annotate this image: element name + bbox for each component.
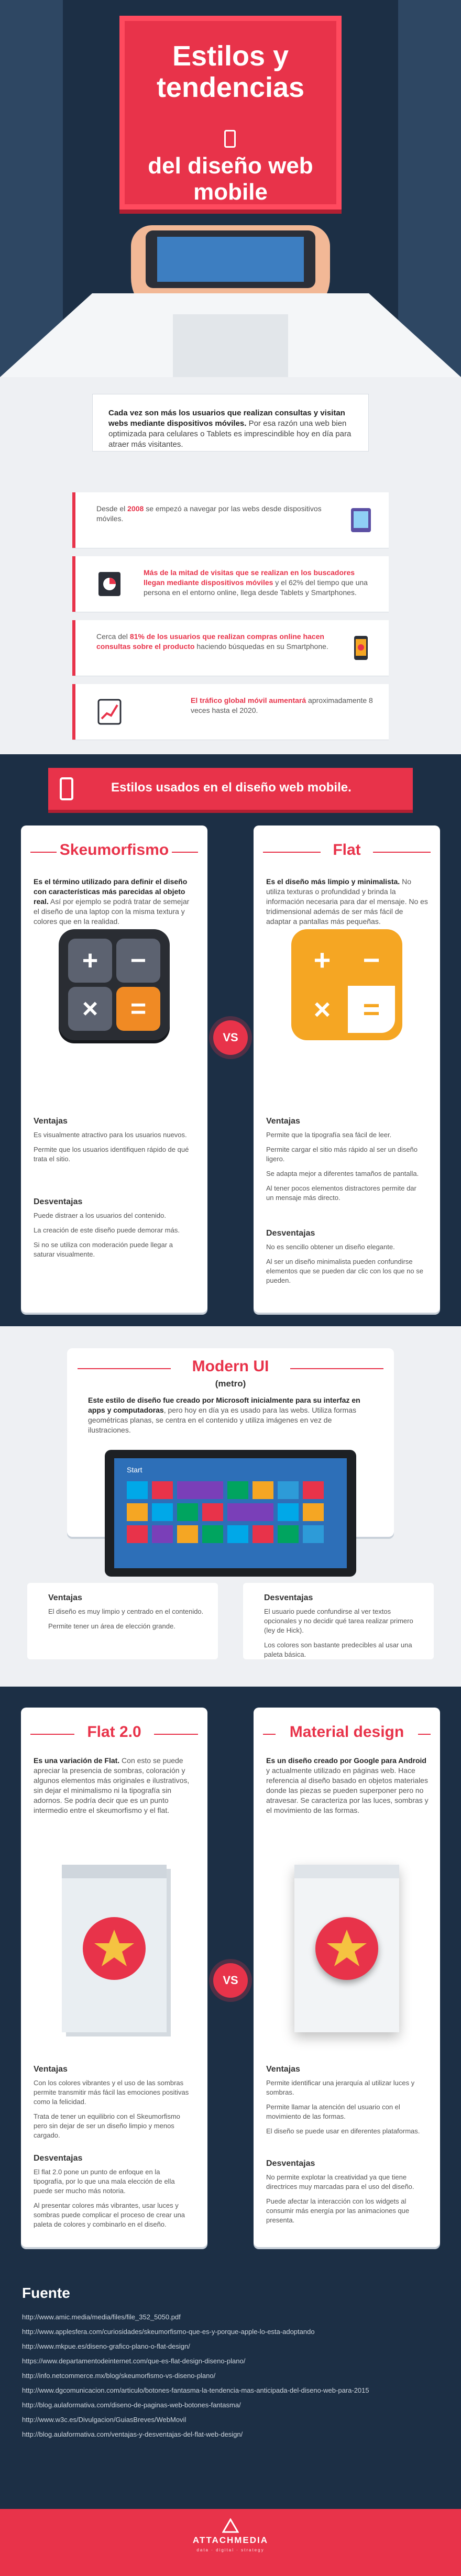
- hero-title-line1: Estilos y: [172, 40, 289, 72]
- growth-chart-icon: [96, 698, 123, 726]
- stat-text-pre: Cerca del: [96, 632, 130, 641]
- metro-tile: [152, 1481, 173, 1499]
- shopping-phone-icon: [348, 634, 374, 662]
- metro-tile: [253, 1525, 273, 1543]
- list-item: Permite cargar el sitio más rápido al ser un diseño ligero.: [266, 1146, 418, 1163]
- metro-tile: [202, 1503, 223, 1521]
- skeuomorphic-calculator-icon: [59, 929, 170, 1040]
- stat-text-post: aproximadamente 8 veces hasta el 2020.: [191, 696, 373, 714]
- banner-title: Estilos usados en el diseño web mobile.: [111, 780, 352, 795]
- footer-logo: ATTACHMEDIA: [192, 2535, 269, 2545]
- card-title: Modern UI: [192, 1358, 269, 1375]
- cons-heading: Desventajas: [34, 2154, 83, 2163]
- list-item: El diseño se puede usar en diferentes plataformas.: [266, 2127, 420, 2135]
- cons-list: [266, 2173, 423, 2230]
- desc-bold: Es una variación de Flat.: [34, 1756, 120, 1765]
- cons-heading: Desventajas: [266, 2159, 315, 2168]
- hero-subtitle-line2: mobile: [193, 179, 268, 205]
- pros-heading: Ventajas: [266, 2065, 300, 2074]
- card-description: [88, 1395, 373, 1435]
- calc-key-equals: =: [116, 987, 160, 1031]
- desc-rest: Con esto se puede apreciar la presencia de sombras, coloración y algunos elementos más originales e ilustrativos, sin dejar el minimalismo ni la tipografía sin adornos. Se podría decir que es un punto intermedio entre el skeumorfismo y el flat.: [34, 1756, 190, 1814]
- desc-bold: Es el diseño más limpio y minimalista.: [266, 877, 400, 886]
- pros-heading: Ventajas: [34, 2065, 68, 2074]
- list-item: El diseño es muy limpio y centrado en el contenido.: [48, 1608, 204, 1615]
- calc-key-minus: −: [116, 939, 160, 983]
- metro-tile: [177, 1525, 198, 1543]
- intro-text: [92, 394, 369, 452]
- metro-tile: [227, 1525, 248, 1543]
- stat-text-pre: Desde el: [96, 504, 128, 513]
- list-item: Permite que los usuarios identifiquen rápido de qué trata el sitio.: [34, 1146, 189, 1163]
- pros-heading: Ventajas: [266, 1117, 300, 1126]
- skeuomorphism-card: [21, 825, 207, 1313]
- title-rule-left: [78, 1368, 171, 1369]
- stat-text-post: se empezó a navegar por las webs desde dispositivos móviles.: [96, 504, 322, 523]
- section-banner: [48, 768, 413, 810]
- list-item: Permite tener un área de elección grande.: [48, 1622, 175, 1630]
- metro-tile: [127, 1481, 148, 1499]
- desc-rest: , pero hoy en día ya es usado para las webs. Utiliza formas geométricas planas, se centra en el contenido y utiliza imágenes en vez de ilustraciones.: [88, 1406, 357, 1434]
- stat-text-bold: 81% de los usuarios que realizan compras online hacen consultas sobre el producto: [96, 632, 324, 651]
- card-title: Flat 2.0: [87, 1723, 141, 1741]
- metro-tile: [227, 1503, 273, 1521]
- footer-tagline: data · digital · strategy: [196, 2548, 265, 2552]
- cons-heading: Desventajas: [266, 1229, 315, 1238]
- sources-title: Fuente: [22, 2285, 70, 2301]
- phone-screen: [157, 237, 304, 282]
- list-item: Al tener pocos elementos distractores permite dar un mensaje más directo.: [266, 1184, 416, 1202]
- source-link[interactable]: http://blog.aulaformativa.com/ventajas-y-desventajas-del-flat-web-design/: [22, 2430, 243, 2438]
- material-phone-illustration: [294, 1865, 399, 2032]
- calc-key-times: ×: [68, 987, 112, 1031]
- metro-tile: [152, 1525, 173, 1543]
- pros-list: [266, 2078, 423, 2141]
- list-item: Puede distraer a los usuarios del contenido.: [34, 1212, 166, 1219]
- desc-bold: Es un diseño creado por Google para Android: [266, 1756, 426, 1765]
- metro-tile: [227, 1481, 248, 1499]
- list-item: Puede afectar la interacción con los widgets al consumir más energía por las animaciones que presenta.: [266, 2197, 410, 2224]
- metro-tile: [202, 1525, 223, 1543]
- source-link[interactable]: http://www.w3c.es/Divulgacion/GuiasBreves/WebMovil: [22, 2416, 186, 2424]
- metro-tile: [303, 1525, 324, 1543]
- title-rule-right: [290, 1368, 383, 1369]
- stat-text-post: y el 62% del tiempo que una persona en el entorno online, llega desde Tablets y Smartphones.: [144, 578, 368, 597]
- flat-calculator-icon: [291, 929, 402, 1040]
- list-item: Permite que la tipografía sea fácil de leer.: [266, 1131, 392, 1139]
- metro-tile: [127, 1503, 148, 1521]
- pros-list: [266, 1130, 423, 1208]
- modern-ui-pros: [27, 1583, 218, 1659]
- cons-heading: Desventajas: [264, 1593, 313, 1602]
- title-rule-right: [418, 1734, 431, 1735]
- source-link[interactable]: http://www.mkpue.es/diseno-grafico-plano-o-flat-design/: [22, 2342, 190, 2350]
- card-subtitle: (metro): [215, 1379, 246, 1389]
- stat-text-post: haciendo búsquedas en su Smartphone.: [194, 642, 328, 651]
- list-item: Permite identificar una jerarquía al utilizar luces y sombras.: [266, 2079, 415, 2096]
- title-rule-right: [172, 852, 198, 853]
- card-title: Flat: [333, 841, 361, 858]
- card-description: [266, 877, 429, 927]
- flat2-phone-illustration: [62, 1865, 167, 2032]
- metro-tile: [177, 1481, 223, 1499]
- stat-text-bold: El tráfico global móvil aumentará: [191, 696, 306, 704]
- material-card: [254, 1708, 440, 2247]
- title-rule-left: [30, 852, 57, 853]
- list-item: No permite explotar la creatividad ya que tiene directrices muy marcadas para el uso del diseño.: [266, 2173, 414, 2190]
- stat-text-bold: Más de la mitad de visitas que se realizan en los buscadores llegan mediante dispositivos móviles: [144, 568, 355, 587]
- list-item: La creación de este diseño puede demorar más.: [34, 1226, 180, 1234]
- desc-bold: Es el término utilizado para definir el diseño con características más parecidas al objeto real.: [34, 877, 188, 906]
- stat-text: [96, 504, 337, 524]
- cons-heading: Desventajas: [34, 1197, 83, 1206]
- star-badge: [83, 1917, 146, 1980]
- cons-list: [34, 1211, 191, 1264]
- attachmedia-logo-icon: [222, 2518, 239, 2533]
- intro-rest: Por esa razón una web bien optimizada para celulares o Tablets es imprescindible hoy en día para atraer más visitantes.: [108, 419, 352, 449]
- start-label: Start: [127, 1466, 142, 1474]
- desc-rest: No utiliza texturas o profundidad y brinda la información necesaria para dar el mensaje. No es tridimensional además de ser más fácil de adaptar a pantallas más pequeñas.: [266, 877, 428, 926]
- mobile-icon: [60, 777, 73, 800]
- title-rule-left: [263, 1734, 276, 1735]
- calc-key-equals: =: [348, 986, 395, 1033]
- source-link[interactable]: http://www.applesfera.com/curiosidades/skeumorfismo-que-es-y-porque-apple-lo-esta-adoptando: [22, 2328, 315, 2336]
- list-item: Al presentar colores más vibrantes, usar luces y sombras puede complicar el proceso de crear una paleta de colores y combinarlo en el diseño.: [34, 2201, 185, 2228]
- hero-backdrop-right: [398, 0, 461, 377]
- metro-tile: [253, 1481, 273, 1499]
- metro-tile: [278, 1503, 299, 1521]
- star-icon: [315, 1917, 378, 1980]
- phone-top-bar: [62, 1865, 167, 1878]
- metro-tile: [177, 1503, 198, 1521]
- metro-tile: [278, 1525, 299, 1543]
- stat-row: [72, 620, 389, 676]
- phone-top-bar: [294, 1865, 399, 1878]
- list-item: Es visualmente atractivo para los usuarios nuevos.: [34, 1131, 187, 1139]
- source-link[interactable]: https://www.departamentodeinternet.com/que-es-flat-design-diseno-plano/: [22, 2357, 246, 2365]
- hero-backdrop-left: [0, 0, 63, 377]
- list-item: Los colores son bastante predecibles al usar una paleta básica.: [264, 1641, 412, 1658]
- pros-list: [34, 2078, 191, 2145]
- tablet-icon: [348, 506, 374, 534]
- desc-rest: y actualmente utilizado en páginas web. Hace referencia al diseño basado en objetos materiales donde las piezas se pueden superponer pero no atravesar. Se caracteriza por las luces, sombras y el movimiento de las formas.: [266, 1766, 429, 1814]
- list-item: El usuario puede confundirse al ver textos opcionales y no decidir qué tarea realizar primero (ley de Hick).: [264, 1608, 413, 1634]
- desc-rest: Así por ejemplo se podrá tratar de semejar el diseño de una laptop con la misma textura y colores que en la realidad.: [34, 897, 190, 926]
- card-description: [266, 1756, 429, 1815]
- hero-subtitle-line1: del diseño web: [148, 153, 313, 179]
- pros-list: [48, 1607, 205, 1636]
- metro-tile: [152, 1503, 173, 1521]
- calc-key-minus: −: [363, 943, 380, 976]
- stat-text-bold: 2008: [127, 504, 144, 513]
- mobile-icon: [224, 130, 236, 148]
- title-rule-right: [154, 1734, 198, 1735]
- cons-list: [266, 1242, 423, 1291]
- vs-badge: VS: [213, 1020, 248, 1055]
- cons-list: [34, 2167, 191, 2234]
- calc-key-plus: +: [68, 939, 112, 983]
- stat-row: [72, 684, 389, 740]
- card-title: Skeumorfismo: [59, 841, 169, 858]
- intro-bold: Cada vez son más los usuarios que realizan consultas y visitan webs mediante dispositivos móviles.: [108, 409, 345, 428]
- list-item: Con los colores vibrantes y el uso de las sombras permite transmitir más fácil las emociones positivas como la felicidad.: [34, 2079, 189, 2106]
- pros-heading: Ventajas: [34, 1117, 68, 1126]
- stat-row: [72, 492, 389, 548]
- star-icon: [83, 1917, 146, 1980]
- source-link[interactable]: http://www.amic.media/media/files/file_352_5050.pdf: [22, 2313, 181, 2321]
- list-item: Se adapta mejor a diferentes tamaños de pantalla.: [266, 1170, 419, 1177]
- source-link[interactable]: http://blog.aulaformativa.com/diseno-de-paginas-web-botones-fantasma/: [22, 2401, 241, 2409]
- hero-title-line2: tendencias: [156, 72, 305, 103]
- source-link[interactable]: http://www.dgcomunicacion.com/articulo/botones-fantasma-la-tendencia-mas-anticipada-del-diseno-web-para-2015: [22, 2386, 369, 2394]
- stat-row: [72, 556, 389, 612]
- metro-tile: [278, 1481, 299, 1499]
- list-item: Permite llamar la atención del usuario con el movimiento de las formas.: [266, 2103, 400, 2120]
- list-item: No es sencillo obtener un diseño elegante.: [266, 1243, 395, 1251]
- metro-tile: [303, 1481, 324, 1499]
- list-item: Al ser un diseño minimalista pueden confundirse elementos que se pueden dar clic con los que no se pueden.: [266, 1258, 423, 1284]
- card-description: [34, 877, 196, 927]
- calc-key-times: ×: [313, 993, 331, 1026]
- card-title: Material design: [289, 1723, 404, 1741]
- source-link[interactable]: http://info.netcommerce.mx/blog/skeumorfismo-vs-diseno-plano/: [22, 2372, 216, 2380]
- stat-text: [144, 568, 374, 598]
- pie-chart-icon: [96, 570, 123, 598]
- modern-ui-cons: [243, 1583, 434, 1659]
- list-item: Trata de tener un equilibrio con el Skeumorfismo pero sin dejar de ser un diseño limpio y menos cargado.: [34, 2112, 180, 2139]
- cons-list: [264, 1607, 421, 1665]
- cuff-illustration: [173, 314, 288, 377]
- vs-badge: VS: [213, 1963, 248, 1998]
- desc-bold: Este estilo de diseño fue creado por Microsoft inicialmente para su interfaz en apps y computadoras: [88, 1396, 360, 1414]
- title-rule-left: [263, 852, 321, 853]
- card-description: [34, 1756, 196, 1815]
- pros-heading: Ventajas: [48, 1593, 82, 1602]
- list-item: Si no se utiliza con moderación puede llegar a saturar visualmente.: [34, 1241, 173, 1258]
- pros-list: [34, 1130, 191, 1169]
- metro-tile: [303, 1503, 324, 1521]
- calc-key-plus: +: [313, 943, 331, 976]
- title-rule-left: [30, 1734, 74, 1735]
- stat-text: [96, 632, 337, 652]
- flat2-card: [21, 1708, 207, 2247]
- title-rule-right: [373, 852, 431, 853]
- list-item: El flat 2.0 pone un punto de enfoque en la tipografía, por lo que una mala elección de ella puede ser mucho más notoria.: [34, 2168, 175, 2195]
- star-badge: [315, 1917, 378, 1980]
- flat-card: [254, 825, 440, 1313]
- stat-text: [191, 696, 374, 715]
- metro-tile: [127, 1525, 148, 1543]
